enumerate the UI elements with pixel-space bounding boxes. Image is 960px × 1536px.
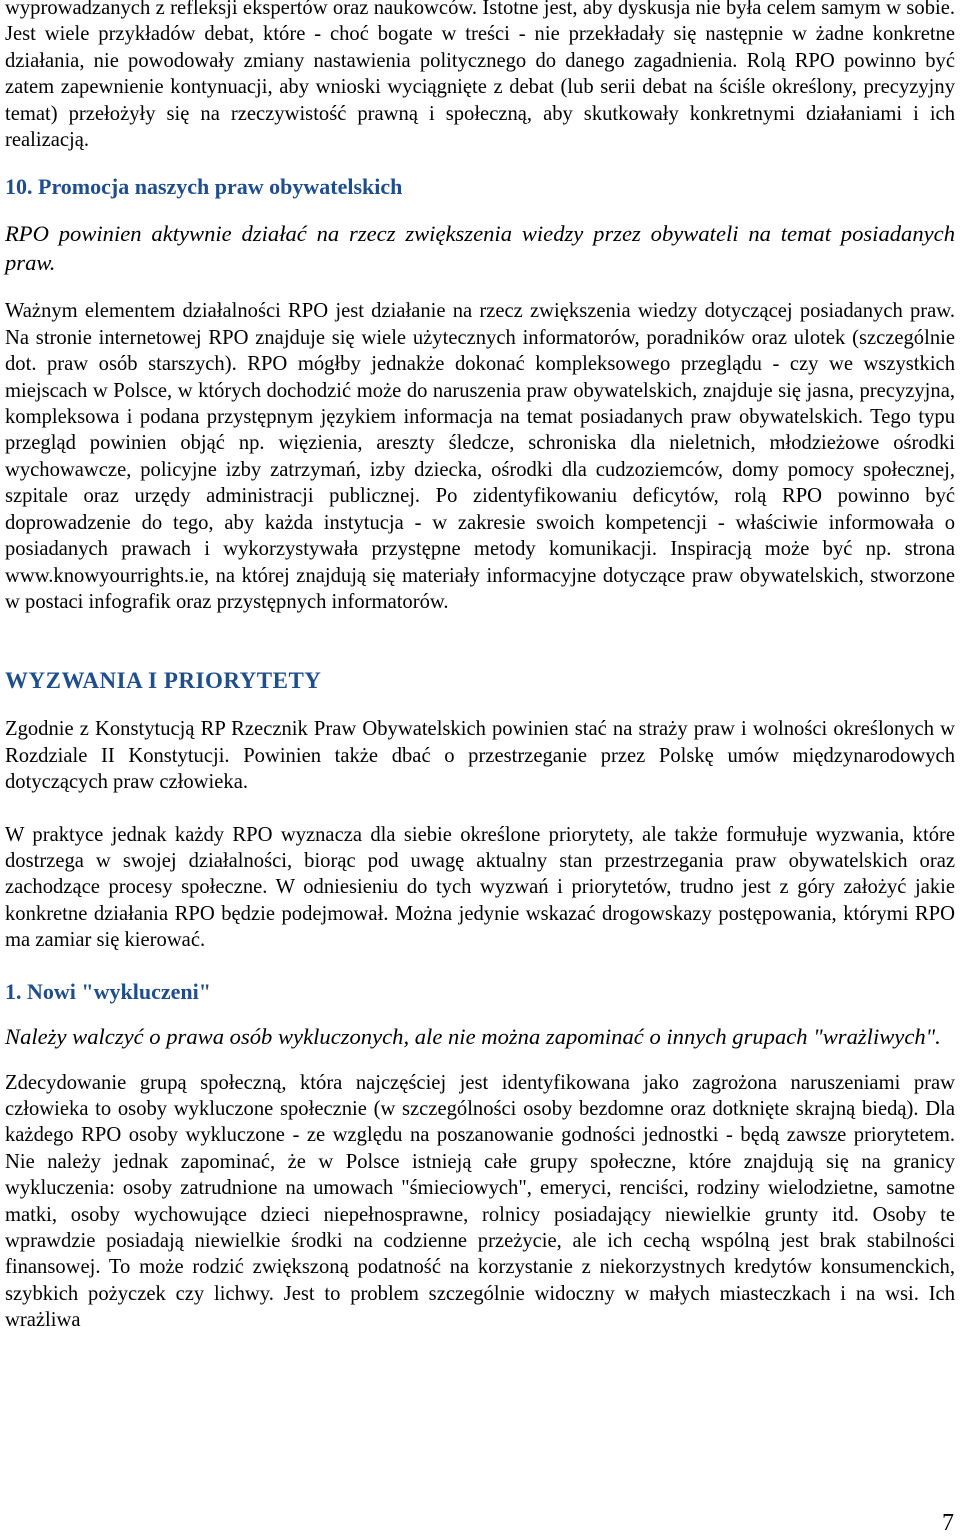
paragraph-debates-continuation: wyprowadzanych z refleksji ekspertów oraz naukowców. Istotne jest, aby dyskusja nie była celem samym w sobie. Jest wiele przykładów debat, które - choć bogate w treści - nie przekładały się następnie w żadne konkretne działania, nie powodowały zmiany nastawienia politycznego do danego zagadnienia. Rolą RPO powinno być zatem zapewnienie kontynuacji, aby wnioski wyciągnięte z debat (lub serii debat na ściśle określony, precyzyjny temat) przełożyły się na rzeczywistość prawną i społeczną, aby skutkowały konkretnymi działaniami i ich realizacją.	[5, 0, 955, 152]
section-1-lead: Należy walczyć o prawa osób wykluczonych, ale nie można zapominać o innych grupach "wrażliwych".	[5, 1023, 941, 1049]
section-10-heading: 10. Promocja naszych praw obywatelskich	[5, 174, 403, 200]
section-10-lead: RPO powinien aktywnie działać na rzecz zwiększenia wiedzy przez obywateli na temat posiadanych praw.	[5, 221, 955, 276]
challenges-priorities-heading: WYZWANIA I PRIORYTETY	[5, 668, 322, 694]
paragraph-constitution: Zgodnie z Konstytucją RP Rzecznik Praw Obywatelskich powinien stać na straży praw i wolności określonych w Rozdziale II Konstytucji. Powinien także dbać o przestrzeganie przez Polskę umów międzynarodowych dotyczących praw człowieka.	[5, 718, 955, 794]
paragraph-excluded-groups: Zdecydowanie grupą społeczną, która najczęściej jest identyfikowana jako zagrożona naruszeniami praw człowieka to osoby wykluczone społecznie (w szczególności osoby bezdomne oraz dotknięte skrajną biedą). Dla każdego RPO osoby wykluczone - ze względu na poszanowanie godności jednostki - będą zawsze priorytetem. Nie należy jednak zapominać, że w Polsce istnieją całe grupy społeczne, które znajdują się na granicy wykluczenia: osoby zatrudnione na umowach "śmieciowych", emeryci, renciści, rodziny wielodzietne, samotne matki, osoby wychowujące dzieci niepełnosprawne, rolnicy posiadający niewielkie grunty itd. Osoby te wprawdzie posiadają niewielkie środki na codzienne przeżycie, ale ich cechą wspólną jest brak stabilności finansowej. To może rodzić zwiększoną podatność na korzystanie z niekorzystnych kredytów konsumenckich, szybkich pożyczek czy lichwy. Jest to problem szczególnie widoczny w małych miasteczkach i na wsi. Ich wrażliwa	[5, 1071, 955, 1332]
paragraph-priorities: W praktyce jednak każdy RPO wyznacza dla siebie określone priorytety, ale także formułuje wyzwania, które dostrzega w swojej działalności, biorąc pod uwagę aktualny stan przestrzegania praw obywatelskich oraz zachodzące procesy społeczne. W odniesieniu do tych wyzwań i priorytetów, trudno jest z góry założyć jakie konkretne działania RPO będzie podejmował. Można jedynie wskazać drogowskazy postępowania, którymi RPO ma zamiar się kierować.	[5, 823, 955, 952]
section-1-heading: 1. Nowi "wykluczeni"	[5, 978, 211, 1004]
document-page	[5, 0, 955, 1334]
page-number: 7	[942, 1510, 954, 1536]
paragraph-rights-awareness: Ważnym elementem działalności RPO jest działanie na rzecz zwiększenia wiedzy dotyczącej posiadanych praw. Na stronie internetowej RPO znajduje się wiele użytecznych informatorów, poradników oraz ulotek (szczególnie dot. praw osób starszych). RPO mógłby jednakże dokonać kompleksowego przeglądu - czy we wszystkich miejscach w Polsce, w których dochodzić może do naruszenia praw obywatelskich, znajduje się jasna, precyzyjna, kompleksowa i podana przystępnym językiem informacja na temat posiadanych praw obywatelskich. Tego typu przegląd powinien objąć np. więzienia, areszty śledcze, schroniska dla nieletnich, młodzieżowe ośrodki wychowawcze, policyjne izby zatrzymań, izby dziecka, ośrodki dla cudzoziemców, domy pomocy społecznej, szpitale oraz urzędy administracji publicznej. Po zidentyfikowaniu deficytów, rolą RPO powinno być doprowadzenie do tego, aby każda instytucja - w zakresie swoich kompetencji - właściwie informowała o posiadanych prawach i wykorzystywała przystępne metody komunikacji. Inspiracją może być np. strona www.knowyourrights.ie, na której znajdują się materiały informacyjne dotyczące praw obywatelskich, stworzone w postaci infografik oraz przystępnych informatorów.	[5, 300, 955, 613]
